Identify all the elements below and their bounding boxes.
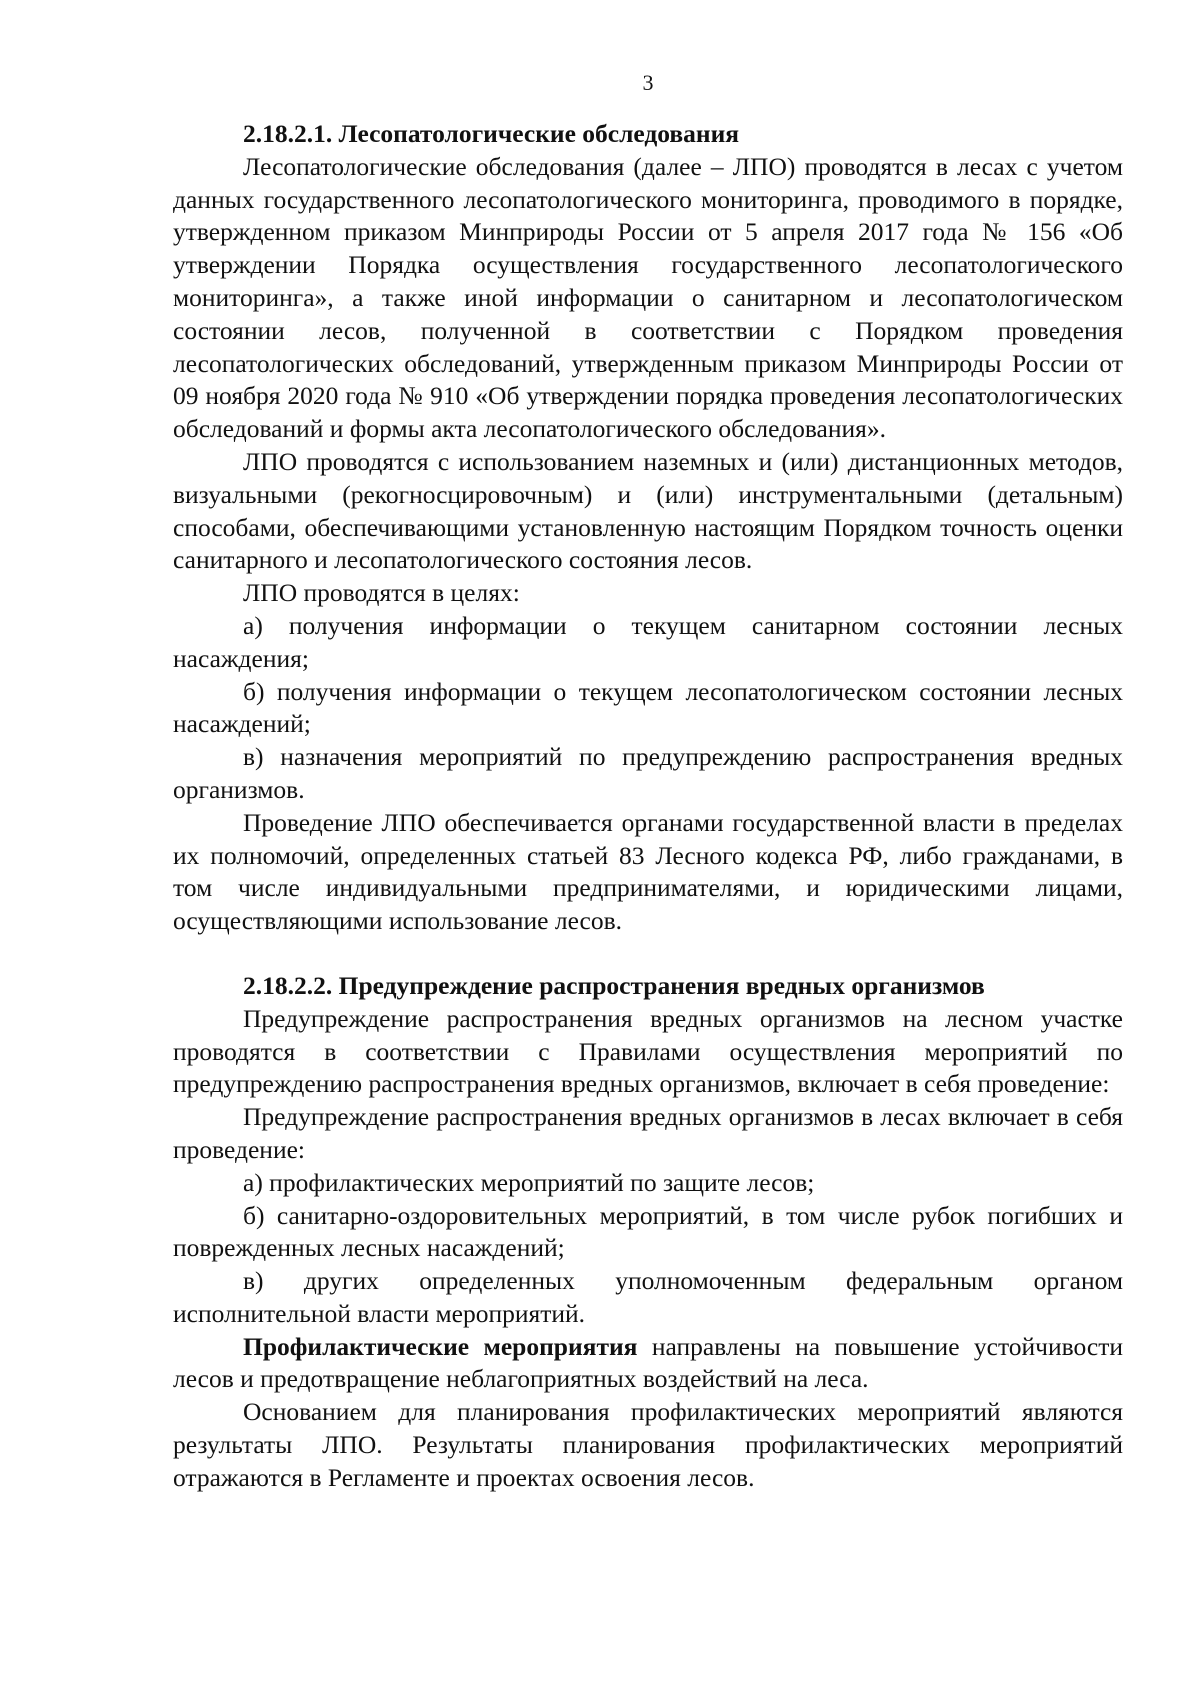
list-item: б) санитарно-оздоровительных мероприятий, в том числе рубок погибших и поврежденных лесных насаждений; [173,1200,1123,1263]
list-item: б) получения информации о текущем лесопатологическом состоянии лесных насаждений; [173,676,1123,739]
paragraph: Проведение ЛПО обеспечивается органами государственной власти в пределах их полномочий, определенных статьей 83 Лесного кодекса РФ, либо гражданами, в том числе индивидуальными предпринимателями, и юридическими лицами, осуществляющими использование лесов. [173,807,1123,936]
section-spacer [173,938,1123,970]
paragraph: ЛПО проводятся в целях: [243,578,520,608]
paragraph: Предупреждение распространения вредных организмов в лесах включает в себя проведение: [173,1102,1123,1164]
paragraph: Лесопатологические обследования (далее – ЛПО) проводятся в лесах с учетом данных государственного лесопатологического мониторинга, проводимого в порядке, утвержденном приказом Минприроды России от 5 апреля 2017 года № 156 «Об утверждении Порядка осуществления государственного лесопатологического мониторинга», а также иной информации о санитарном и лесопатологическом состоянии лесов, полученной в соответствии с Порядком проведения лесопатологических обследований, утвержденным приказом Минприроды России от 09 ноября 2020 года № 910 «Об утверждении порядка проведения лесопатологических обследований и формы акта лесопатологического обследования». [173,151,1123,444]
list-item: в) назначения мероприятий по предупреждению распространения вредных организмов. [173,742,1123,804]
section-heading-pest-prevention: 2.18.2.2. Предупреждение распространения вредных организмов [243,970,985,1000]
paragraph-text: направлены на повышение устойчивости лесов и предотвращение неблагоприятных воздействий на леса. [173,1331,1123,1394]
page-number: 3 [642,70,654,95]
list-item: а) профилактических мероприятий по защите лесов; [243,1167,815,1197]
paragraph: ЛПО проводятся с использованием наземных и (или) дистанционных методов, визуальными (рекогносцировочным) и (или) инструментальными (детальным) способами, обеспечивающими установленную настоящим Порядком точность оценки санитарного и лесопатологического состояния лесов. [173,446,1123,575]
list-item: в) других определенных уполномоченным федеральным органом исполнительной власти мероприятий. [173,1266,1123,1328]
paragraph-prophylactic-measures [173,1331,1123,1397]
section-heading-forest-pathology-surveys: 2.18.2.1. Лесопатологические обследования [243,119,740,148]
list-item: а) получения информации о текущем санитарном состоянии лесных насаждения; [173,610,1123,673]
bold-term: Профилактические мероприятия [243,1331,638,1361]
paragraph: Предупреждение распространения вредных организмов на лесном участке проводятся в соответствии с Правилами осуществления мероприятий по предупреждению распространения вредных организмов, включает в себя проведение: [173,1003,1123,1099]
paragraph: Основанием для планирования профилактических мероприятий являются результаты ЛПО. Результаты планирования профилактических мероприятий отражаются в Регламенте и проектах освоения лесов. [173,1397,1123,1492]
document-body [173,118,1123,1495]
